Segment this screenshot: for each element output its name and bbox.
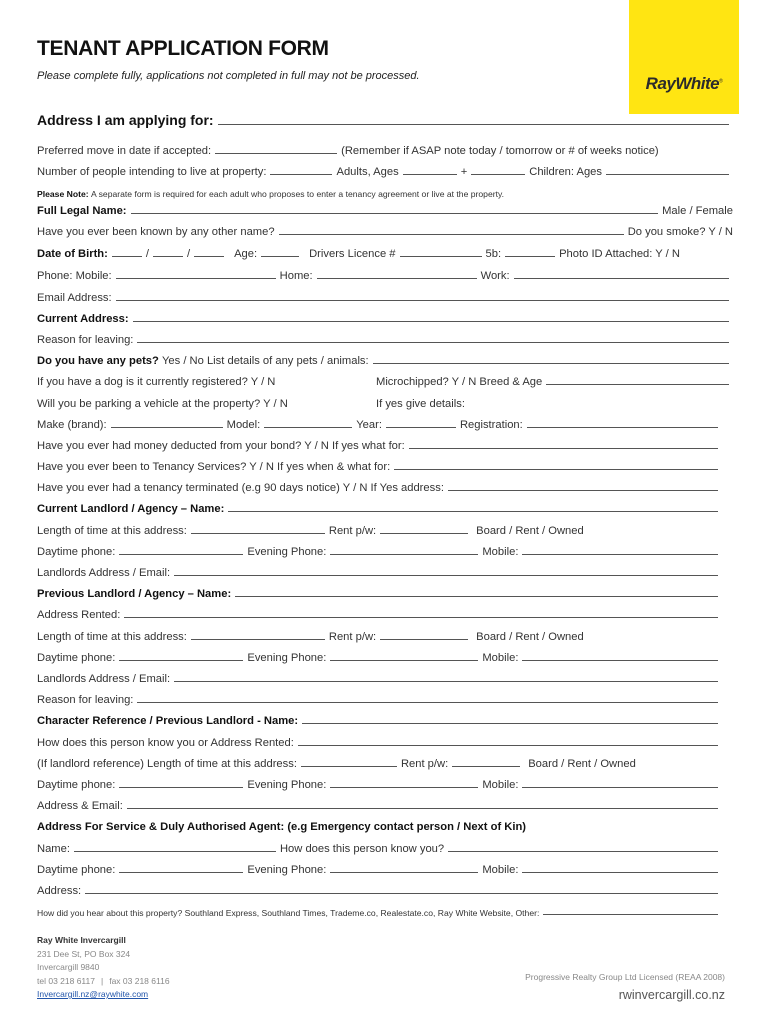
email-row xyxy=(37,288,733,304)
pl-length-row xyxy=(37,627,722,643)
pets-details-input[interactable] xyxy=(373,363,729,364)
email-label: Email Address: xyxy=(37,292,112,304)
ref-length-row xyxy=(37,754,722,770)
cr-daytime-label: Daytime phone: xyxy=(37,779,116,791)
sa-address-input[interactable] xyxy=(85,893,718,894)
sa-mobile-input[interactable] xyxy=(522,872,718,873)
cr-evening-input[interactable] xyxy=(330,787,478,788)
previous-landlord-label: Previous Landlord / Agency – Name: xyxy=(37,588,232,600)
tenancy-services-input[interactable] xyxy=(394,469,718,470)
please-note-row xyxy=(37,183,733,199)
bond-row xyxy=(37,436,722,452)
pl-rent-label: Rent p/w: xyxy=(328,631,377,643)
breed-age-input[interactable] xyxy=(546,384,729,385)
smoke-options[interactable]: Do you smoke? Y / N xyxy=(627,226,733,238)
pl-daytime-label: Daytime phone: xyxy=(37,652,116,664)
pl-reason-row xyxy=(37,690,722,706)
dob-label: Date of Birth: xyxy=(37,248,108,260)
current-address-row xyxy=(37,309,733,325)
hear-about-label: How did you hear about this property? Southland Express, Southland Times, Trademe.co, Realestate.co, Ray White Website, Other: xyxy=(37,908,540,918)
adults-ages-input[interactable] xyxy=(403,174,457,175)
page-subtitle: Please complete fully, applications not completed in full may not be processed. xyxy=(37,70,420,82)
sa-name-row xyxy=(37,839,722,855)
phone-work-input[interactable] xyxy=(514,278,729,279)
pl-daytime-input[interactable] xyxy=(119,660,243,661)
pl-rented-row xyxy=(37,605,722,621)
raywhite-logo xyxy=(629,0,739,114)
registration-label: Registration: xyxy=(459,419,523,431)
phone-mobile-label: Phone: Mobile: xyxy=(37,270,112,282)
cl-address-input[interactable] xyxy=(174,575,718,576)
office-city: Invercargill 9840 xyxy=(37,962,100,972)
move-in-row xyxy=(37,141,733,157)
people-count-input[interactable] xyxy=(270,174,332,175)
please-note-text: A separate form is required for each adult who proposes to enter a tenancy agreement or live at the property. xyxy=(90,189,505,199)
cr-mobile-label: Mobile: xyxy=(482,779,519,791)
tenancy-services-label: Have you ever been to Tenancy Services? Y / N If yes when & what for: xyxy=(37,461,391,473)
phone-home-input[interactable] xyxy=(317,278,477,279)
tenancy-services-row xyxy=(37,457,722,473)
known-by-row xyxy=(37,222,733,238)
cr-mobile-input[interactable] xyxy=(522,787,718,788)
cr-daytime-input[interactable] xyxy=(119,787,243,788)
ref-length-label: (If landlord reference) Length of time at this address: xyxy=(37,758,297,770)
known-by-label: Have you ever been known by any other name? xyxy=(37,226,275,238)
pl-address-input[interactable] xyxy=(174,681,718,682)
phone-separator: | xyxy=(100,975,104,986)
cl-length-label: Length of time at this address: xyxy=(37,525,187,537)
pl-rented-input[interactable] xyxy=(124,617,718,618)
children-ages-input[interactable] xyxy=(606,174,729,175)
phone-work-label: Work: xyxy=(480,270,510,282)
plus-sign: + xyxy=(460,166,468,178)
gender-options[interactable]: Male / Female xyxy=(662,205,733,217)
dog-registered-label: If you have a dog is it currently registered? Y / N xyxy=(37,376,276,388)
adults-label: Adults, Ages xyxy=(336,166,399,178)
bond-label: Have you ever had money deducted from your bond? Y / N If yes what for: xyxy=(37,440,405,452)
pl-mobile-label: Mobile: xyxy=(482,652,519,664)
pl-phone-row xyxy=(37,648,722,664)
sa-evening-input[interactable] xyxy=(330,872,478,873)
previous-landlord-row xyxy=(37,584,722,600)
pl-rented-label: Address Rented: xyxy=(37,609,121,621)
vehicle-row xyxy=(37,394,733,410)
pl-address-row xyxy=(37,669,722,685)
ref-board-options[interactable]: Board / Rent / Owned xyxy=(528,758,636,770)
photo-id-options[interactable]: Photo ID Attached: Y / N xyxy=(559,248,680,260)
year-label: Year: xyxy=(356,419,382,431)
sa-daytime-input[interactable] xyxy=(119,872,243,873)
sa-know-label: How does this person know you? xyxy=(279,843,445,855)
office-contact xyxy=(37,934,170,1002)
legal-name-label: Full Legal Name: xyxy=(37,205,127,217)
sa-mobile-label: Mobile: xyxy=(482,864,519,876)
cl-evening-label: Evening Phone: xyxy=(247,546,327,558)
dob-slash-1: / xyxy=(145,248,149,260)
service-heading-label: Address For Service & Duly Authorised Agent: (e.g Emergency contact person / Next of Kin) xyxy=(37,821,527,833)
sa-phone-row xyxy=(37,860,722,876)
age-input[interactable] xyxy=(261,256,299,257)
known-by-input[interactable] xyxy=(279,234,624,235)
cl-rent-label: Rent p/w: xyxy=(328,525,377,537)
office-tel: tel 03 218 6117 xyxy=(37,975,95,986)
licence-input[interactable] xyxy=(400,256,482,257)
bond-input[interactable] xyxy=(409,448,718,449)
logo-text: RayWhite® xyxy=(645,74,723,93)
pl-reason-label: Reason for leaving: xyxy=(37,694,134,706)
cr-evening-label: Evening Phone: xyxy=(247,779,327,791)
phone-row xyxy=(37,266,733,282)
legal-name-input[interactable] xyxy=(131,213,659,214)
people-row xyxy=(37,162,733,178)
cl-mobile-label: Mobile: xyxy=(482,546,519,558)
cl-length-row xyxy=(37,521,722,537)
current-landlord-label: Current Landlord / Agency – Name: xyxy=(37,503,225,515)
pl-mobile-input[interactable] xyxy=(522,660,718,661)
make-row xyxy=(37,415,722,431)
dob-year-input[interactable] xyxy=(194,256,224,257)
licence-5b-input[interactable] xyxy=(505,256,555,257)
sa-evening-label: Evening Phone: xyxy=(247,864,327,876)
character-ref-input[interactable] xyxy=(302,723,718,724)
sa-address-label: Address: xyxy=(37,885,82,897)
cr-address-row xyxy=(37,796,722,812)
how-know-input[interactable] xyxy=(298,745,718,746)
move-in-label: Preferred move in date if accepted: xyxy=(37,145,212,157)
cl-board-options[interactable]: Board / Rent / Owned xyxy=(476,525,584,537)
cr-address-label: Address & Email: xyxy=(37,800,123,812)
address-applying-label: Address I am applying for: xyxy=(37,112,214,128)
dob-slash-2: / xyxy=(186,248,191,260)
current-address-input[interactable] xyxy=(133,321,729,322)
sa-name-label: Name: xyxy=(37,843,70,855)
children-label: Children: Ages xyxy=(529,166,602,178)
terminated-label: Have you ever had a tenancy terminated (e.g 90 days notice) Y / N If Yes address: xyxy=(37,482,444,494)
pl-evening-input[interactable] xyxy=(330,660,478,661)
pl-evening-label: Evening Phone: xyxy=(247,652,327,664)
sa-address-row xyxy=(37,881,722,897)
adults-ages-extra-input[interactable] xyxy=(471,174,525,175)
character-ref-row xyxy=(37,711,722,727)
page-title: TENANT APPLICATION FORM xyxy=(37,37,329,60)
vehicle-details-label: If yes give details: xyxy=(376,398,465,410)
pl-board-options[interactable]: Board / Rent / Owned xyxy=(476,631,584,643)
reason-row xyxy=(37,330,733,346)
cl-address-row xyxy=(37,563,722,579)
how-know-row xyxy=(37,733,722,749)
office-street: 231 Dee St, PO Box 324 xyxy=(37,948,131,959)
service-heading-row xyxy=(37,817,722,833)
licence-5b-label: 5b: xyxy=(485,248,502,260)
cl-daytime-label: Daytime phone: xyxy=(37,546,116,558)
phone-mobile-input[interactable] xyxy=(116,278,276,279)
website-text: rwinvercargill.co.nz xyxy=(618,988,725,1002)
office-email-link[interactable]: Invercargill.nz@raywhite.com xyxy=(37,989,149,999)
model-input[interactable] xyxy=(264,427,352,428)
dob-day-input[interactable] xyxy=(112,256,142,257)
sa-name-input[interactable] xyxy=(74,851,276,852)
sa-know-input[interactable] xyxy=(448,851,718,852)
cl-address-label: Landlords Address / Email: xyxy=(37,567,171,579)
move-in-date-input[interactable] xyxy=(215,153,337,154)
reason-label: Reason for leaving: xyxy=(37,334,134,346)
ref-rent-label: Rent p/w: xyxy=(400,758,449,770)
office-fax: fax 03 218 6116 xyxy=(109,975,170,986)
cl-length-input[interactable] xyxy=(191,533,325,534)
phone-home-label: Home: xyxy=(279,270,313,282)
office-name: Ray White Invercargill xyxy=(37,935,126,945)
pets-label: Do you have any pets? xyxy=(37,355,159,367)
office-phones xyxy=(37,975,170,989)
model-label: Model: xyxy=(226,419,261,431)
how-know-label: How does this person know you or Address Rented: xyxy=(37,737,294,749)
dog-row xyxy=(37,372,733,388)
current-landlord-row xyxy=(37,499,722,515)
character-ref-label: Character Reference / Previous Landlord - Name: xyxy=(37,715,299,727)
ref-length-input[interactable] xyxy=(301,766,397,767)
licence-label: Drivers Licence # xyxy=(309,248,396,260)
pets-row xyxy=(37,351,733,367)
license-text: Progressive Realty Group Ltd Licensed (REAA 2008) xyxy=(525,972,725,982)
cl-daytime-input[interactable] xyxy=(119,554,243,555)
registration-input[interactable] xyxy=(527,427,718,428)
dob-row xyxy=(37,244,733,260)
terminated-input[interactable] xyxy=(448,490,718,491)
make-label: Make (brand): xyxy=(37,419,107,431)
pl-length-input[interactable] xyxy=(191,639,325,640)
terminated-row xyxy=(37,478,722,494)
year-input[interactable] xyxy=(386,427,456,428)
pl-rent-input[interactable] xyxy=(380,639,468,640)
cl-evening-input[interactable] xyxy=(330,554,478,555)
pl-reason-input[interactable] xyxy=(137,702,718,703)
cr-phone-row xyxy=(37,775,722,791)
please-note-bold: Please Note: xyxy=(37,189,89,199)
address-applying-field xyxy=(37,112,733,128)
cr-address-input[interactable] xyxy=(127,808,718,809)
current-landlord-input[interactable] xyxy=(228,511,718,512)
cl-mobile-input[interactable] xyxy=(522,554,718,555)
legal-name-row xyxy=(37,201,733,217)
pl-address-label: Landlords Address / Email: xyxy=(37,673,171,685)
reason-input[interactable] xyxy=(137,342,729,343)
make-input[interactable] xyxy=(111,427,223,428)
dob-month-input[interactable] xyxy=(153,256,183,257)
current-address-label: Current Address: xyxy=(37,313,129,325)
previous-landlord-input[interactable] xyxy=(235,596,718,597)
hear-about-input[interactable] xyxy=(543,914,718,915)
ref-rent-input[interactable] xyxy=(452,766,520,767)
microchipped-label: Microchipped? Y / N Breed & Age xyxy=(376,376,543,388)
address-applying-input[interactable] xyxy=(218,124,729,125)
age-label: Age: xyxy=(234,248,258,260)
pets-details-label: Yes / No List details of any pets / animals: xyxy=(161,355,369,367)
vehicle-label: Will you be parking a vehicle at the property? Y / N xyxy=(37,398,288,410)
cl-rent-input[interactable] xyxy=(380,533,468,534)
cl-phone-row xyxy=(37,542,722,558)
hear-about-row xyxy=(37,902,722,918)
sa-daytime-label: Daytime phone: xyxy=(37,864,116,876)
people-label: Number of people intending to live at property: xyxy=(37,166,267,178)
email-input[interactable] xyxy=(116,300,729,301)
pl-length-label: Length of time at this address: xyxy=(37,631,187,643)
move-in-note: (Remember if ASAP note today / tomorrow or # of weeks notice) xyxy=(341,145,659,157)
